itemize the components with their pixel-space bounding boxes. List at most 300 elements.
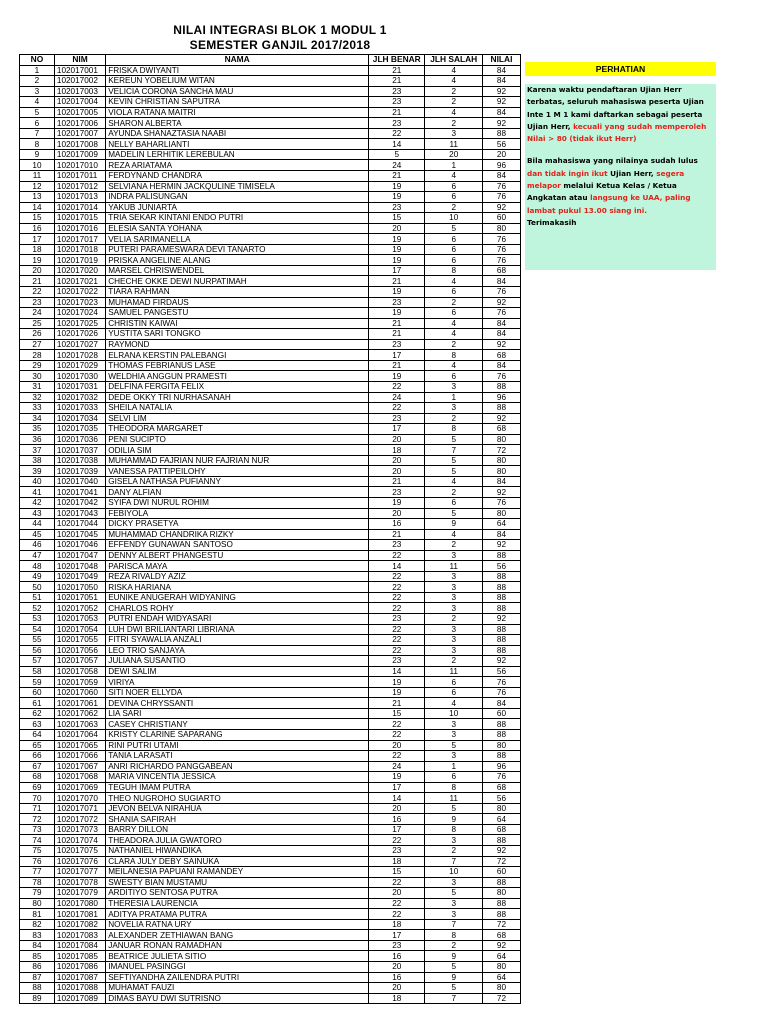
- cell-jlh-benar: 18: [369, 445, 425, 456]
- cell-nim: 102017052: [54, 603, 105, 614]
- cell-nim: 102017059: [54, 677, 105, 688]
- cell-nilai: 92: [482, 487, 520, 498]
- cell-jlh-benar: 17: [369, 350, 425, 361]
- cell-jlh-salah: 2: [425, 297, 482, 308]
- table-row: [20, 856, 521, 867]
- table-row: [20, 86, 521, 97]
- cell-nama: PUTERI PARAMESWARA DEVI TANARTO: [106, 244, 369, 255]
- cell-nama: RINI PUTRI UTAMI: [106, 740, 369, 751]
- header-nilai: NILAI: [482, 55, 520, 66]
- cell-jlh-salah: 3: [425, 403, 482, 414]
- cell-no: 15: [20, 213, 55, 224]
- cell-jlh-salah: 6: [425, 687, 482, 698]
- cell-no: 16: [20, 223, 55, 234]
- cell-nim: 102017078: [54, 877, 105, 888]
- cell-jlh-benar: 23: [369, 487, 425, 498]
- cell-nilai: 68: [482, 824, 520, 835]
- table-row: [20, 708, 521, 719]
- table-row: [20, 740, 521, 751]
- cell-nilai: 88: [482, 730, 520, 741]
- cell-nim: 102017067: [54, 761, 105, 772]
- table-row: [20, 466, 521, 477]
- cell-nama: KRISTY CLARINE SAPARANG: [106, 730, 369, 741]
- cell-jlh-benar: 22: [369, 128, 425, 139]
- cell-nilai: 64: [482, 951, 520, 962]
- cell-nama: SYIFA DWI NURUL ROHIM: [106, 497, 369, 508]
- cell-jlh-salah: 2: [425, 413, 482, 424]
- cell-jlh-salah: 4: [425, 65, 482, 76]
- cell-jlh-salah: 9: [425, 814, 482, 825]
- notice-text-emphasis: > 80 (tidak ikut Herr): [548, 134, 637, 144]
- cell-nim: 102017032: [54, 392, 105, 403]
- table-row: [20, 308, 521, 319]
- cell-nim: 102017019: [54, 255, 105, 266]
- cell-jlh-salah: 1: [425, 392, 482, 403]
- cell-jlh-benar: 18: [369, 919, 425, 930]
- cell-no: 80: [20, 898, 55, 909]
- table-row: [20, 287, 521, 298]
- cell-nama: JANUAR RONAN RAMADHAN: [106, 940, 369, 951]
- cell-jlh-benar: 23: [369, 202, 425, 213]
- cell-nilai: 84: [482, 529, 520, 540]
- table-row: [20, 782, 521, 793]
- cell-nilai: 84: [482, 329, 520, 340]
- cell-nim: 102017074: [54, 835, 105, 846]
- cell-nim: 102017039: [54, 466, 105, 477]
- table-row: [20, 582, 521, 593]
- cell-nim: 102017061: [54, 698, 105, 709]
- cell-nilai: 80: [482, 434, 520, 445]
- cell-jlh-benar: 19: [369, 255, 425, 266]
- cell-nilai: 96: [482, 761, 520, 772]
- cell-nilai: 88: [482, 592, 520, 603]
- grades-table: [19, 54, 521, 1004]
- cell-nim: 102017036: [54, 434, 105, 445]
- cell-nama: PARISCA MAYA: [106, 561, 369, 572]
- cell-nama: DIMAS BAYU DWI SUTRISNO: [106, 993, 369, 1004]
- cell-nilai: 76: [482, 234, 520, 245]
- cell-nama: JEVON BELVA NIRAHUA: [106, 803, 369, 814]
- cell-jlh-salah: 3: [425, 645, 482, 656]
- cell-nama: SAMUEL PANGESTU: [106, 308, 369, 319]
- cell-nama: SEFTIYANDHA ZAILENDRA PUTRI: [106, 972, 369, 983]
- cell-nilai: 92: [482, 118, 520, 129]
- cell-nilai: 80: [482, 466, 520, 477]
- cell-jlh-benar: 14: [369, 561, 425, 572]
- cell-nim: 102017034: [54, 413, 105, 424]
- cell-jlh-benar: 22: [369, 603, 425, 614]
- cell-no: 12: [20, 181, 55, 192]
- cell-no: 11: [20, 171, 55, 182]
- cell-nim: 102017043: [54, 508, 105, 519]
- cell-no: 68: [20, 772, 55, 783]
- cell-jlh-benar: 18: [369, 993, 425, 1004]
- table-row: [20, 107, 521, 118]
- cell-jlh-benar: 22: [369, 730, 425, 741]
- cell-nama: SITI NOER ELLYDA: [106, 687, 369, 698]
- cell-jlh-salah: 7: [425, 919, 482, 930]
- cell-nilai: 56: [482, 666, 520, 677]
- cell-nilai: 76: [482, 181, 520, 192]
- cell-jlh-benar: 23: [369, 613, 425, 624]
- cell-nilai: 76: [482, 772, 520, 783]
- cell-nilai: 72: [482, 856, 520, 867]
- cell-jlh-salah: 20: [425, 149, 482, 160]
- cell-nim: 102017038: [54, 455, 105, 466]
- cell-no: 49: [20, 571, 55, 582]
- table-row: [20, 898, 521, 909]
- cell-jlh-benar: 17: [369, 824, 425, 835]
- cell-nilai: 80: [482, 888, 520, 899]
- cell-jlh-salah: 1: [425, 761, 482, 772]
- table-row: [20, 540, 521, 551]
- table-row: [20, 835, 521, 846]
- cell-jlh-salah: 5: [425, 223, 482, 234]
- cell-nim: 102017055: [54, 635, 105, 646]
- cell-no: 24: [20, 308, 55, 319]
- table-row: [20, 645, 521, 656]
- cell-nilai: 88: [482, 550, 520, 561]
- cell-nilai: 84: [482, 76, 520, 87]
- cell-jlh-benar: 23: [369, 339, 425, 350]
- cell-jlh-salah: 3: [425, 381, 482, 392]
- cell-nama: YUSTITA SARI TONGKO: [106, 329, 369, 340]
- cell-nama: CHRISTIN KAIWAI: [106, 318, 369, 329]
- cell-jlh-salah: 8: [425, 824, 482, 835]
- notice-text: melalui Ketua Kelas / Ketua Angkatan atau: [527, 181, 677, 203]
- cell-nama: ELRANA KERSTIN PALEBANGI: [106, 350, 369, 361]
- cell-nim: 102017008: [54, 139, 105, 150]
- cell-nilai: 80: [482, 455, 520, 466]
- cell-nilai: 88: [482, 909, 520, 920]
- cell-jlh-benar: 20: [369, 455, 425, 466]
- table-row: [20, 666, 521, 677]
- cell-nim: 102017083: [54, 930, 105, 941]
- cell-nilai: 80: [482, 223, 520, 234]
- cell-no: 71: [20, 803, 55, 814]
- cell-jlh-salah: 5: [425, 434, 482, 445]
- cell-no: 62: [20, 708, 55, 719]
- cell-nim: 102017072: [54, 814, 105, 825]
- cell-nama: CLARA JULY DEBY SAINUKA: [106, 856, 369, 867]
- table-row: [20, 930, 521, 941]
- cell-jlh-salah: 2: [425, 540, 482, 551]
- cell-nama: TEGUH IMAM PUTRA: [106, 782, 369, 793]
- cell-jlh-salah: 1: [425, 160, 482, 171]
- cell-jlh-benar: 23: [369, 86, 425, 97]
- cell-nim: 102017080: [54, 898, 105, 909]
- table-row: [20, 592, 521, 603]
- cell-nama: FEBIYOLA: [106, 508, 369, 519]
- cell-nim: 102017007: [54, 128, 105, 139]
- cell-nama: SHEILA NATALIA: [106, 403, 369, 414]
- table-row: [20, 434, 521, 445]
- cell-nilai: 88: [482, 635, 520, 646]
- table-row: [20, 824, 521, 835]
- cell-jlh-benar: 21: [369, 107, 425, 118]
- cell-no: 59: [20, 677, 55, 688]
- table-row: [20, 962, 521, 973]
- cell-jlh-benar: 20: [369, 223, 425, 234]
- cell-nim: 102017024: [54, 308, 105, 319]
- cell-no: 31: [20, 381, 55, 392]
- table-row: [20, 371, 521, 382]
- table-row: [20, 149, 521, 160]
- table-header-row: [20, 55, 521, 66]
- cell-jlh-salah: 5: [425, 455, 482, 466]
- cell-nama: ADITYA PRATAMA PUTRA: [106, 909, 369, 920]
- table-row: [20, 297, 521, 308]
- cell-nim: 102017048: [54, 561, 105, 572]
- notice-paragraph-1: [527, 84, 714, 145]
- cell-nama: FERDYNAND CHANDRA: [106, 171, 369, 182]
- table-row: [20, 192, 521, 203]
- table-row: [20, 445, 521, 456]
- cell-no: 67: [20, 761, 55, 772]
- cell-jlh-benar: 22: [369, 751, 425, 762]
- cell-jlh-benar: 21: [369, 65, 425, 76]
- cell-nama: REZA RIVALDY AZIZ: [106, 571, 369, 582]
- notice-heading: PERHATIAN: [525, 62, 716, 76]
- cell-no: 89: [20, 993, 55, 1004]
- cell-nilai: 56: [482, 139, 520, 150]
- cell-nim: 102017006: [54, 118, 105, 129]
- table-row: [20, 698, 521, 709]
- cell-jlh-salah: 2: [425, 118, 482, 129]
- cell-jlh-salah: 3: [425, 730, 482, 741]
- cell-jlh-salah: 4: [425, 76, 482, 87]
- cell-nim: 102017017: [54, 234, 105, 245]
- notice-text-emphasis: dan tidak ingin ikut: [527, 168, 608, 178]
- cell-no: 56: [20, 645, 55, 656]
- table-row: [20, 656, 521, 667]
- cell-nilai: 92: [482, 297, 520, 308]
- table-row: [20, 751, 521, 762]
- cell-nim: 102017040: [54, 476, 105, 487]
- cell-nim: 102017020: [54, 265, 105, 276]
- cell-nim: 102017050: [54, 582, 105, 593]
- cell-jlh-benar: 23: [369, 297, 425, 308]
- cell-jlh-benar: 20: [369, 466, 425, 477]
- cell-nim: 102017026: [54, 329, 105, 340]
- table-row: [20, 993, 521, 1004]
- cell-nama: FITRI SYAWALIA ANZALI: [106, 635, 369, 646]
- cell-jlh-benar: 22: [369, 381, 425, 392]
- cell-nama: KEREUN YOBELIUM WITAN: [106, 76, 369, 87]
- cell-nim: 102017009: [54, 149, 105, 160]
- table-row: [20, 455, 521, 466]
- cell-jlh-salah: 6: [425, 192, 482, 203]
- cell-nilai: 84: [482, 360, 520, 371]
- cell-nama: MARIA VINCENTIA JESSICA: [106, 772, 369, 783]
- cell-nama: EUNIKE ANUGERAH WIDYANING: [106, 592, 369, 603]
- table-row: [20, 350, 521, 361]
- cell-jlh-benar: 14: [369, 793, 425, 804]
- cell-nim: 102017045: [54, 529, 105, 540]
- cell-nama: EFFENDY GUNAWAN SANTOSO: [106, 540, 369, 551]
- cell-nilai: 68: [482, 265, 520, 276]
- cell-jlh-salah: 6: [425, 287, 482, 298]
- cell-jlh-benar: 23: [369, 656, 425, 667]
- cell-no: 33: [20, 403, 55, 414]
- notice-paragraph-2: [527, 155, 714, 216]
- cell-jlh-salah: 4: [425, 107, 482, 118]
- table-row: [20, 244, 521, 255]
- cell-jlh-benar: 22: [369, 719, 425, 730]
- cell-no: 19: [20, 255, 55, 266]
- cell-nim: 102017079: [54, 888, 105, 899]
- cell-nama: DICKY PRASETYA: [106, 519, 369, 530]
- notice-text: Karena waktu pendaftaran Ujian Herr terbatas, seluruh mahasiswa peserta Ujian Inte 1 M 1 kami daftarkan sebagai peserta Ujian Herr,: [527, 85, 704, 131]
- table-row: [20, 497, 521, 508]
- cell-no: 72: [20, 814, 55, 825]
- cell-no: 70: [20, 793, 55, 804]
- cell-jlh-benar: 16: [369, 814, 425, 825]
- table-row: [20, 508, 521, 519]
- cell-no: 45: [20, 529, 55, 540]
- cell-jlh-salah: 3: [425, 835, 482, 846]
- cell-jlh-benar: 22: [369, 592, 425, 603]
- table-row: [20, 624, 521, 635]
- cell-nilai: 96: [482, 160, 520, 171]
- cell-jlh-benar: 18: [369, 856, 425, 867]
- cell-jlh-salah: 4: [425, 476, 482, 487]
- cell-nim: 102017087: [54, 972, 105, 983]
- cell-nilai: 88: [482, 582, 520, 593]
- cell-nama: MARSEL CHRISWENDEL: [106, 265, 369, 276]
- cell-jlh-benar: 22: [369, 550, 425, 561]
- cell-nilai: 60: [482, 708, 520, 719]
- cell-no: 77: [20, 867, 55, 878]
- cell-jlh-benar: 21: [369, 276, 425, 287]
- cell-jlh-salah: 4: [425, 329, 482, 340]
- cell-no: 74: [20, 835, 55, 846]
- cell-nilai: 88: [482, 835, 520, 846]
- cell-jlh-salah: 3: [425, 624, 482, 635]
- table-row: [20, 867, 521, 878]
- cell-jlh-salah: 3: [425, 550, 482, 561]
- cell-no: 57: [20, 656, 55, 667]
- cell-no: 7: [20, 128, 55, 139]
- cell-nilai: 68: [482, 424, 520, 435]
- cell-nilai: 72: [482, 919, 520, 930]
- cell-no: 84: [20, 940, 55, 951]
- table-row: [20, 128, 521, 139]
- cell-nim: 102017065: [54, 740, 105, 751]
- cell-no: 35: [20, 424, 55, 435]
- cell-no: 60: [20, 687, 55, 698]
- cell-nilai: 84: [482, 698, 520, 709]
- cell-nama: SWESTY BIAN MUSTAMU: [106, 877, 369, 888]
- cell-nama: DELFINA FERGITA FELIX: [106, 381, 369, 392]
- cell-nama: VELIA SARIMANELLA: [106, 234, 369, 245]
- cell-jlh-salah: 6: [425, 497, 482, 508]
- cell-no: 52: [20, 603, 55, 614]
- cell-jlh-benar: 19: [369, 371, 425, 382]
- cell-nim: 102017002: [54, 76, 105, 87]
- table-row: [20, 171, 521, 182]
- table-row: [20, 730, 521, 741]
- cell-jlh-salah: 5: [425, 962, 482, 973]
- cell-nim: 102017054: [54, 624, 105, 635]
- table-row: [20, 677, 521, 688]
- table-row: [20, 318, 521, 329]
- cell-jlh-salah: 2: [425, 97, 482, 108]
- cell-nim: 102017033: [54, 403, 105, 414]
- cell-nim: 102017022: [54, 287, 105, 298]
- cell-no: 42: [20, 497, 55, 508]
- cell-nim: 102017044: [54, 519, 105, 530]
- cell-jlh-salah: 8: [425, 265, 482, 276]
- cell-no: 37: [20, 445, 55, 456]
- cell-jlh-salah: 9: [425, 972, 482, 983]
- cell-nilai: 76: [482, 308, 520, 319]
- cell-nama: TIARA RAHMAN: [106, 287, 369, 298]
- cell-nim: 102017070: [54, 793, 105, 804]
- table-row: [20, 118, 521, 129]
- cell-nilai: 84: [482, 65, 520, 76]
- cell-no: 13: [20, 192, 55, 203]
- cell-nim: 102017028: [54, 350, 105, 361]
- cell-jlh-benar: 21: [369, 329, 425, 340]
- cell-no: 46: [20, 540, 55, 551]
- cell-no: 38: [20, 455, 55, 466]
- table-row: [20, 255, 521, 266]
- cell-nama: BARRY DILLON: [106, 824, 369, 835]
- cell-nilai: 88: [482, 624, 520, 635]
- table-row: [20, 761, 521, 772]
- cell-nilai: 64: [482, 814, 520, 825]
- header-no: NO: [20, 55, 55, 66]
- cell-no: 87: [20, 972, 55, 983]
- table-row: [20, 276, 521, 287]
- cell-nilai: 92: [482, 339, 520, 350]
- cell-nim: 102017068: [54, 772, 105, 783]
- cell-no: 44: [20, 519, 55, 530]
- cell-jlh-salah: 7: [425, 856, 482, 867]
- cell-jlh-benar: 22: [369, 403, 425, 414]
- cell-nim: 102017013: [54, 192, 105, 203]
- cell-nama: PUTRI ENDAH WIDYASARI: [106, 613, 369, 624]
- table-row: [20, 719, 521, 730]
- cell-jlh-salah: 2: [425, 339, 482, 350]
- cell-nilai: 92: [482, 846, 520, 857]
- table-row: [20, 65, 521, 76]
- table-row: [20, 972, 521, 983]
- cell-no: 66: [20, 751, 55, 762]
- cell-nama: MUHAMAD FIRDAUS: [106, 297, 369, 308]
- cell-nama: NELLY BAHARLIANTI: [106, 139, 369, 150]
- cell-jlh-benar: 23: [369, 118, 425, 129]
- cell-jlh-salah: 6: [425, 234, 482, 245]
- cell-jlh-benar: 19: [369, 772, 425, 783]
- cell-nilai: 72: [482, 993, 520, 1004]
- cell-nama: CHARLOS ROHY: [106, 603, 369, 614]
- cell-jlh-benar: 23: [369, 97, 425, 108]
- cell-jlh-salah: 6: [425, 244, 482, 255]
- cell-jlh-benar: 14: [369, 666, 425, 677]
- cell-nim: 102017016: [54, 223, 105, 234]
- table-row: [20, 919, 521, 930]
- header-jlh-benar: JLH BENAR: [369, 55, 425, 66]
- cell-no: 51: [20, 592, 55, 603]
- cell-nama: LEO TRIO SANJAYA: [106, 645, 369, 656]
- cell-jlh-salah: 7: [425, 993, 482, 1004]
- table-row: [20, 571, 521, 582]
- table-row: [20, 561, 521, 572]
- cell-nim: 102017089: [54, 993, 105, 1004]
- cell-nilai: 88: [482, 751, 520, 762]
